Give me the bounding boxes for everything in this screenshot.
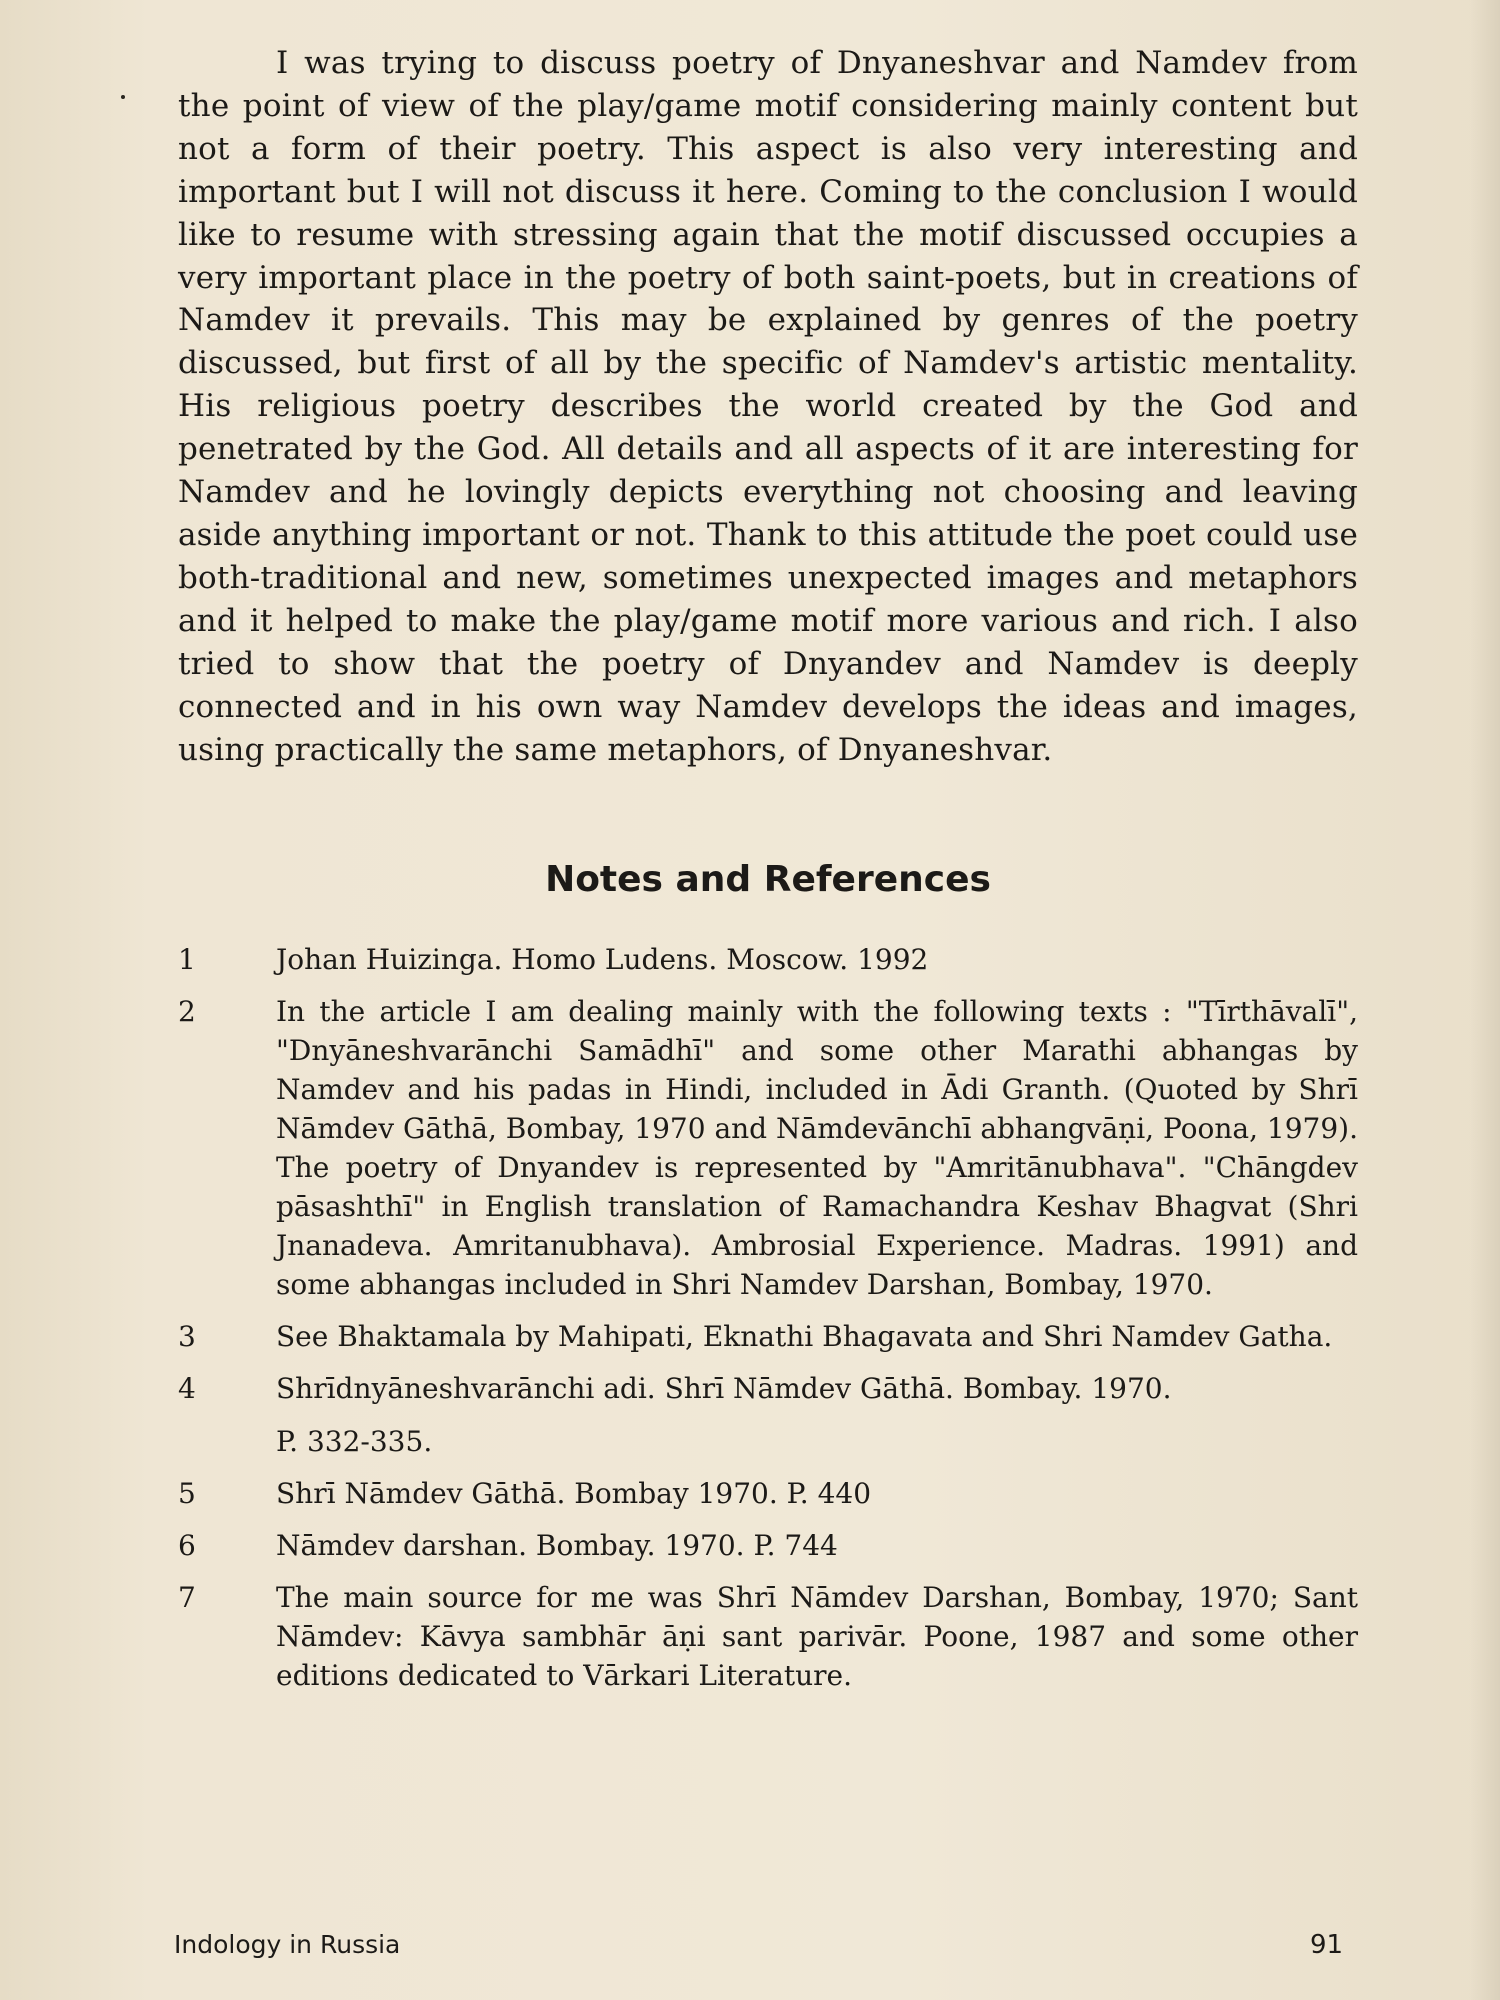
conclusion-paragraph: I was trying to discuss poetry of Dnyaneshvar and Namdev from the point of view of the play/game motif considering mainly content but not a form of their poetry. This aspect is also very interesting and important but I will not discuss it here. Coming to the conclusion I would like to resume with stressing again that the motif discussed occupies a very important place in the poetry of both saint-poets, but in creations of Namdev it prevails. This may be explained by genres of the poetry discussed, but first of all by the specific of Namdev's artistic mentality. His religious poetry describes the world created by the God and penetrated by the God. All details and all aspects of it are interesting for Namdev and he lovingly depicts everything not choosing and leaving aside anything important or not. Thank to this attitude the poet could use both-traditional and new, sometimes unexpected images and metaphors and it helped to make the play/game motif more various and rich. I also tried to show that the poetry of Dnyandev and Namdev is deeply connected and in his own way Namdev develops the ideas and images, using practically the same metaphors, of Dnyaneshvar. (178, 45, 1358, 768)
note-text: Shrīdnyāneshvarānchi adi. Shrī Nāmdev Gāthā. Bombay. 1970. (276, 1372, 1172, 1405)
ink-speck (121, 95, 125, 99)
note-number: 6 (178, 1529, 196, 1562)
note-text: Nāmdev darshan. Bombay. 1970. P. 744 (276, 1529, 838, 1562)
note-number: 7 (178, 1581, 196, 1614)
note-text: The main source for me was Shrī Nāmdev Darshan, Bombay, 1970; Sant Nāmdev: Kāvya sambhār āṇi sant parivār. Poone, 1987 and some other editions dedicated to Vārkari Literature. (276, 1581, 1358, 1692)
note-item (178, 1317, 1358, 1356)
running-footer-title: Indology in Russia (174, 1930, 401, 1959)
note-text: See Bhaktamala by Mahipati, Eknathi Bhagavata and Shri Namdev Gatha. (276, 1320, 1333, 1353)
note-item (178, 940, 1358, 979)
page-number: 91 (1310, 1930, 1344, 1960)
note-text: Shrī Nāmdev Gāthā. Bombay 1970. P. 440 (276, 1477, 872, 1510)
note-item (178, 992, 1358, 1304)
note-number: 2 (178, 995, 196, 1028)
note-item (178, 1369, 1358, 1461)
note-text: Johan Huizinga. Homo Ludens. Moscow. 1992 (276, 943, 929, 976)
notes-list (178, 940, 1358, 1708)
page-edge-shadow (1470, 0, 1500, 2000)
note-item (178, 1578, 1358, 1695)
note-item (178, 1526, 1358, 1565)
note-number: 1 (178, 943, 196, 976)
note-page-range: P. 332-335. (276, 1425, 433, 1458)
notes-heading: Notes and References (545, 859, 991, 900)
note-text: In the article I am dealing mainly with the following texts : "Tīrthāvalī", "Dnyāneshvarānchi Samādhī" and some other Marathi abhangas by Namdev and his padas in Hindi, included in Ādi Granth. (Quoted by Shrī Nāmdev Gāthā, Bombay, 1970 and Nāmdevānchī abhangvāṇi, Poona, 1979). The poetry of Dnyandev is represented by "Amritānubhava". "Chāngdev pāsashthī" in English translation of Ramachandra Keshav Bhagvat (Shri Jnanadeva. Amritanubhava). Ambrosial Experience. Madras. 1991) and some abhangas included in Shri Namdev Darshan, Bombay, 1970. (276, 995, 1358, 1301)
note-item (178, 1474, 1358, 1513)
note-number: 4 (178, 1372, 196, 1405)
note-number: 5 (178, 1477, 196, 1510)
note-number: 3 (178, 1320, 196, 1353)
